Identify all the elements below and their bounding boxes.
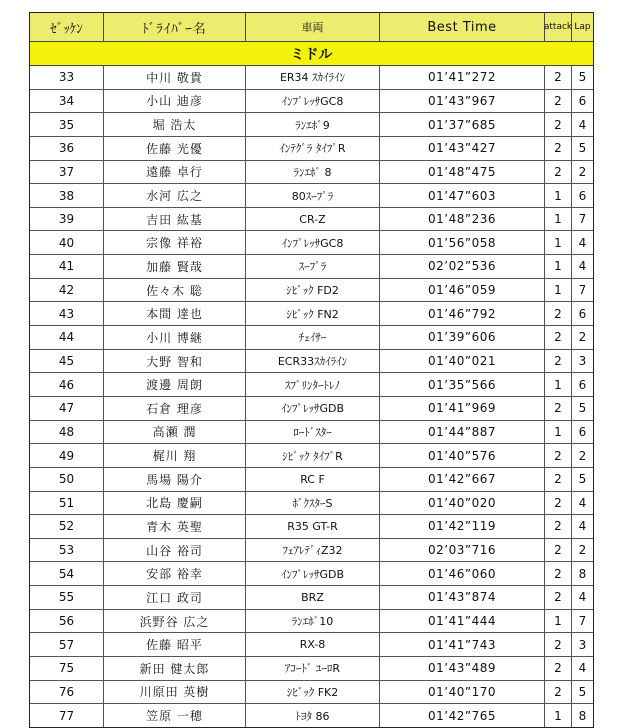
cell-lap: 5 (578, 141, 587, 156)
cell-driver: 浜野谷 広之 (104, 610, 246, 633)
header-car: 車両 (246, 13, 380, 41)
cell-number: 50 (30, 468, 104, 491)
header-number: ｾﾞｯｹﾝ (30, 13, 104, 41)
cell-attack: 2 (545, 586, 572, 609)
cell-number: 42 (30, 279, 104, 302)
cell-number: 76 (30, 681, 104, 704)
table-row (30, 633, 593, 657)
cell-car: ｲﾝﾌﾟﾚｯｻGDB (246, 397, 380, 420)
table-row (30, 586, 593, 610)
cell-attack: 2 (545, 492, 572, 515)
cell-best-time: 01’40”576 (380, 444, 545, 467)
cell-number: 53 (30, 539, 104, 562)
cell-driver: 加藤 賢哉 (104, 255, 246, 278)
cell-attack: 2 (545, 90, 572, 113)
cell-best-time: 01’42”667 (380, 468, 545, 491)
header-best-time: Best Time (380, 13, 545, 41)
cell-best-time: 01’43”967 (380, 90, 545, 113)
cell-car: ｱｺｰﾄﾞ ﾕｰﾛR (246, 657, 380, 680)
cell-driver: 安部 裕幸 (104, 562, 246, 585)
header-lap: Lap (574, 22, 591, 32)
cell-best-time: 01’48”236 (380, 208, 545, 231)
cell-number: 56 (30, 610, 104, 633)
cell-best-time: 01’48”475 (380, 161, 545, 184)
cell-attack: 1 (545, 255, 572, 278)
cell-lap: 6 (578, 188, 587, 203)
cell-best-time: 02’03”716 (380, 539, 545, 562)
cell-driver: 渡邊 周朗 (104, 373, 246, 396)
cell-lap: 4 (578, 259, 587, 274)
table-row (30, 444, 593, 468)
cell-driver: 梶川 翔 (104, 444, 246, 467)
cell-number: 40 (30, 231, 104, 254)
table-row (30, 113, 593, 137)
cell-attack: 2 (545, 539, 572, 562)
cell-driver: 新田 健太郎 (104, 657, 246, 680)
cell-best-time: 01’46”059 (380, 279, 545, 302)
cell-number: 41 (30, 255, 104, 278)
cell-attack: 2 (545, 113, 572, 136)
cell-car: ｽｰﾌﾟﾗ (246, 255, 380, 278)
cell-attack: 1 (545, 610, 572, 633)
cell-attack: 2 (545, 66, 572, 89)
cell-number: 45 (30, 350, 104, 373)
cell-car: R35 GT-R (246, 515, 380, 538)
cell-driver: 笠原 一穂 (104, 704, 246, 727)
cell-best-time: 01’42”765 (380, 704, 545, 727)
cell-attack: 2 (545, 515, 572, 538)
cell-number: 44 (30, 326, 104, 349)
cell-driver: 佐藤 昭平 (104, 633, 246, 656)
cell-best-time: 01’40”020 (380, 492, 545, 515)
cell-best-time: 01’41”444 (380, 610, 545, 633)
cell-driver: 江口 政司 (104, 586, 246, 609)
cell-best-time: 01’41”272 (380, 66, 545, 89)
table-row (30, 184, 593, 208)
header-attack: attack (545, 13, 572, 41)
table-row (30, 350, 593, 374)
cell-attack: 1 (545, 279, 572, 302)
table-row (30, 208, 593, 232)
cell-attack: 2 (545, 350, 572, 373)
cell-lap: 5 (578, 684, 587, 699)
cell-lap: 4 (578, 235, 587, 250)
cell-attack: 1 (545, 421, 572, 444)
cell-car: ｼﾋﾞｯｸ ﾀｲﾌﾟR (246, 444, 380, 467)
cell-number: 49 (30, 444, 104, 467)
cell-attack: 2 (545, 562, 572, 585)
cell-car: ｲﾝﾌﾟﾚｯｻGC8 (246, 90, 380, 113)
cell-car: ｼﾋﾞｯｸ FN2 (246, 302, 380, 325)
table-row (30, 681, 593, 705)
cell-best-time: 01’43”489 (380, 657, 545, 680)
table-header (30, 13, 593, 42)
cell-attack: 2 (545, 137, 572, 160)
cell-lap: 7 (578, 212, 587, 227)
table-row (30, 421, 593, 445)
cell-lap: 4 (578, 117, 587, 132)
cell-attack: 2 (545, 468, 572, 491)
cell-lap: 6 (578, 306, 587, 321)
table-row (30, 302, 593, 326)
cell-best-time: 01’37”685 (380, 113, 545, 136)
cell-attack: 1 (545, 373, 572, 396)
cell-number: 38 (30, 184, 104, 207)
cell-lap: 6 (578, 377, 587, 392)
cell-attack: 2 (545, 326, 572, 349)
cell-driver: 堀 浩太 (104, 113, 246, 136)
cell-best-time: 01’46”792 (380, 302, 545, 325)
cell-car: ﾗﾝｴﾎﾞ9 (246, 113, 380, 136)
cell-driver: 高瀬 潤 (104, 421, 246, 444)
cell-number: 52 (30, 515, 104, 538)
cell-attack: 1 (545, 704, 572, 727)
cell-number: 54 (30, 562, 104, 585)
cell-attack: 2 (545, 302, 572, 325)
cell-number: 48 (30, 421, 104, 444)
cell-driver: 馬場 陽介 (104, 468, 246, 491)
table-row (30, 279, 593, 303)
cell-car: BRZ (246, 586, 380, 609)
cell-driver: 水河 広之 (104, 184, 246, 207)
cell-number: 75 (30, 657, 104, 680)
cell-number: 33 (30, 66, 104, 89)
cell-attack: 1 (545, 208, 572, 231)
cell-attack: 2 (545, 397, 572, 420)
cell-attack: 2 (545, 681, 572, 704)
table-row (30, 704, 593, 727)
table-body (30, 66, 593, 727)
cell-number: 34 (30, 90, 104, 113)
cell-number: 43 (30, 302, 104, 325)
cell-car: 80ｽｰﾌﾟﾗ (246, 184, 380, 207)
cell-lap: 2 (578, 164, 587, 179)
cell-car: ﾛｰﾄﾞｽﾀｰ (246, 421, 380, 444)
results-table (29, 12, 594, 728)
cell-best-time: 01’43”874 (380, 586, 545, 609)
cell-car: ｽﾌﾟﾘﾝﾀｰﾄﾚﾉ (246, 373, 380, 396)
cell-attack: 2 (545, 161, 572, 184)
table-row (30, 562, 593, 586)
cell-best-time: 01’47”603 (380, 184, 545, 207)
cell-car: CR-Z (246, 208, 380, 231)
cell-car: ｼﾋﾞｯｸ FD2 (246, 279, 380, 302)
cell-car: RC F (246, 468, 380, 491)
cell-driver: 佐藤 光優 (104, 137, 246, 160)
cell-car: ﾗﾝｴﾎﾞ10 (246, 610, 380, 633)
cell-attack: 1 (545, 184, 572, 207)
cell-driver: 遠藤 卓行 (104, 161, 246, 184)
cell-best-time: 01’41”969 (380, 397, 545, 420)
cell-driver: 青木 英聖 (104, 515, 246, 538)
class-label: ミドル (30, 42, 593, 66)
cell-lap: 4 (578, 519, 587, 534)
cell-lap: 6 (578, 424, 587, 439)
cell-car: ECR33ｽｶｲﾗｲﾝ (246, 350, 380, 373)
cell-car: ﾗﾝｴﾎﾞ 8 (246, 161, 380, 184)
cell-lap: 8 (578, 566, 587, 581)
cell-attack: 2 (545, 657, 572, 680)
cell-lap: 6 (578, 93, 587, 108)
cell-car: ｼﾋﾞｯｸ FK2 (246, 681, 380, 704)
cell-driver: 北島 慶嗣 (104, 492, 246, 515)
cell-car: ﾄﾖﾀ 86 (246, 704, 380, 727)
cell-car: RX-8 (246, 633, 380, 656)
cell-car: ﾁｪｲｻｰ (246, 326, 380, 349)
cell-lap: 4 (578, 590, 587, 605)
cell-number: 51 (30, 492, 104, 515)
table-row (30, 397, 593, 421)
cell-best-time: 01’40”021 (380, 350, 545, 373)
table-row (30, 492, 593, 516)
cell-lap: 7 (578, 283, 587, 298)
cell-car: ER34 ｽｶｲﾗｲﾝ (246, 66, 380, 89)
table-row (30, 66, 593, 90)
cell-lap: 5 (578, 70, 587, 85)
cell-number: 39 (30, 208, 104, 231)
header-driver: ﾄﾞﾗｲﾊﾞｰ名 (104, 13, 246, 41)
table-row (30, 515, 593, 539)
cell-lap: 2 (578, 543, 587, 558)
cell-lap: 4 (578, 495, 587, 510)
cell-driver: 吉田 紘基 (104, 208, 246, 231)
cell-best-time: 01’44”887 (380, 421, 545, 444)
cell-driver: 大野 智和 (104, 350, 246, 373)
cell-best-time: 02’02”536 (380, 255, 545, 278)
cell-lap: 3 (578, 354, 587, 368)
cell-attack: 2 (545, 444, 572, 467)
table-row (30, 90, 593, 114)
table-row (30, 657, 593, 681)
cell-driver: 山谷 裕司 (104, 539, 246, 562)
cell-number: 37 (30, 161, 104, 184)
cell-car: ｲﾝﾌﾟﾚｯｻGDB (246, 562, 380, 585)
table-row (30, 161, 593, 185)
cell-number: 57 (30, 633, 104, 656)
cell-best-time: 01’41”743 (380, 633, 545, 656)
cell-number: 77 (30, 704, 104, 727)
cell-attack: 2 (545, 633, 572, 656)
cell-best-time: 01’56”058 (380, 231, 545, 254)
cell-driver: 佐々木 聡 (104, 279, 246, 302)
cell-number: 35 (30, 113, 104, 136)
cell-best-time: 01’43”427 (380, 137, 545, 160)
cell-driver: 石倉 理彦 (104, 397, 246, 420)
cell-driver: 本間 達也 (104, 302, 246, 325)
table-row (30, 539, 593, 563)
cell-driver: 川原田 英樹 (104, 681, 246, 704)
cell-lap: 4 (578, 661, 587, 676)
table-row (30, 255, 593, 279)
cell-best-time: 01’39”606 (380, 326, 545, 349)
cell-lap: 5 (578, 401, 587, 416)
cell-number: 46 (30, 373, 104, 396)
cell-car: ｲﾝﾃｸﾞﾗ ﾀｲﾌﾟR (246, 137, 380, 160)
cell-car: ﾌｪｱﾚﾃﾞｨZ32 (246, 539, 380, 562)
cell-lap: 7 (578, 614, 587, 629)
cell-car: ﾎﾞｸｽﾀｰS (246, 492, 380, 515)
cell-best-time: 01’40”170 (380, 681, 545, 704)
cell-lap: 2 (578, 330, 587, 345)
cell-driver: 小川 博継 (104, 326, 246, 349)
cell-best-time: 01’42”119 (380, 515, 545, 538)
table-row (30, 326, 593, 350)
cell-best-time: 01’46”060 (380, 562, 545, 585)
cell-attack: 1 (545, 231, 572, 254)
table-row (30, 231, 593, 255)
table-row (30, 137, 593, 161)
table-row (30, 468, 593, 492)
cell-lap: 5 (578, 472, 587, 487)
table-row (30, 610, 593, 634)
cell-driver: 宗像 祥裕 (104, 231, 246, 254)
cell-driver: 中川 敬貴 (104, 66, 246, 89)
cell-number: 55 (30, 586, 104, 609)
cell-lap: 3 (578, 637, 587, 652)
cell-lap: 2 (578, 448, 587, 463)
cell-number: 36 (30, 137, 104, 160)
table-row (30, 373, 593, 397)
cell-lap: 8 (578, 708, 587, 723)
cell-number: 47 (30, 397, 104, 420)
cell-best-time: 01’35”566 (380, 373, 545, 396)
cell-driver: 小山 迪彦 (104, 90, 246, 113)
cell-car: ｲﾝﾌﾟﾚｯｻGC8 (246, 231, 380, 254)
